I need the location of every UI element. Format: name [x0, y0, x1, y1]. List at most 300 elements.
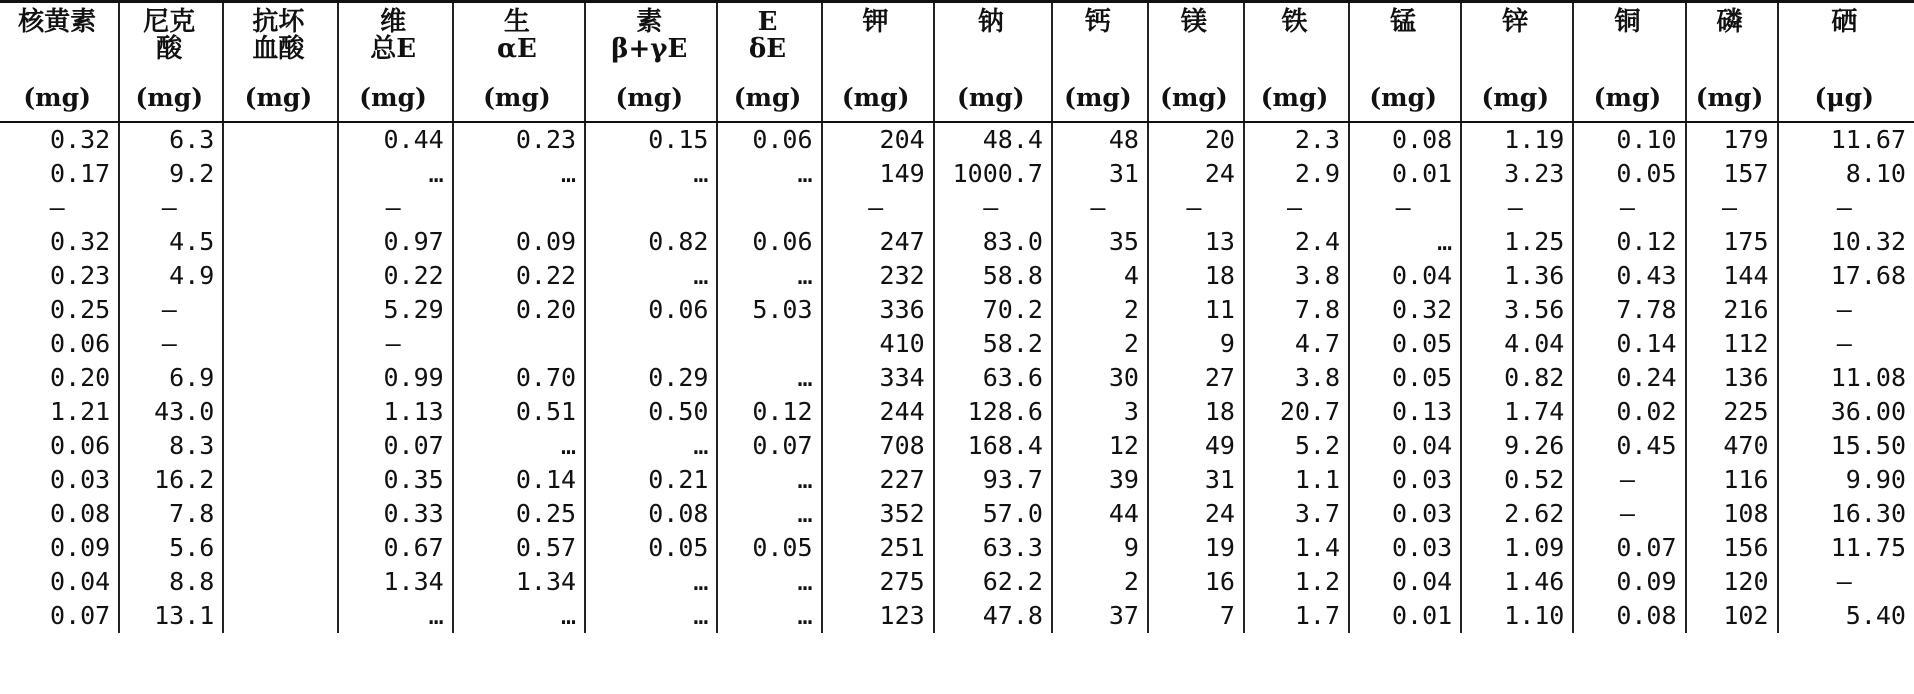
table-cell: 0.25 [0, 293, 119, 327]
column-header-name: 抗坏 血酸 [223, 2, 337, 74]
table-cell: 216 [1686, 293, 1778, 327]
table-cell: 2.62 [1461, 497, 1573, 531]
table-cell: 0.08 [1349, 122, 1461, 157]
column-header-name: 铁 [1244, 2, 1349, 74]
table-cell: 2 [1052, 327, 1148, 361]
table-cell: 3.56 [1461, 293, 1573, 327]
table-cell: 0.52 [1461, 463, 1573, 497]
table-cell: 12 [1052, 429, 1148, 463]
table-cell: 136 [1686, 361, 1778, 395]
column-header-unit: (mg) [1148, 74, 1244, 122]
table-cell: 0.05 [585, 531, 717, 565]
table-cell: 123 [822, 599, 934, 633]
table-cell [223, 599, 337, 633]
table-cell: 37 [1052, 599, 1148, 633]
table-cell: 0.09 [1573, 565, 1685, 599]
table-cell: — [822, 191, 934, 225]
table-cell: 5.03 [717, 293, 821, 327]
table-cell: 156 [1686, 531, 1778, 565]
table-cell: 2.4 [1244, 225, 1349, 259]
table-cell: — [1836, 192, 1852, 222]
table-cell: 4.7 [1244, 327, 1349, 361]
table-cell: 17.68 [1830, 260, 1906, 290]
table-cell: 0.21 [585, 463, 717, 497]
table-cell: 35 [1052, 225, 1148, 259]
table-cell: 0.32 [0, 122, 119, 157]
column-header-unit: (mg) [0, 74, 119, 122]
table-cell: 11 [1148, 293, 1244, 327]
table-cell: — [1148, 191, 1244, 225]
table-cell: — [1349, 191, 1461, 225]
table-cell: 225 [1686, 395, 1778, 429]
table-cell: 4.04 [1461, 327, 1573, 361]
table-cell: 0.67 [338, 531, 453, 565]
table-cell: 6.9 [119, 361, 223, 395]
table-cell: … [717, 463, 821, 497]
table-cell: 0.01 [1349, 599, 1461, 633]
table-cell: … [338, 599, 453, 633]
table-cell: 1.21 [0, 395, 119, 429]
table-cell: … [717, 497, 821, 531]
column-header-unit: (mg) [1244, 74, 1349, 122]
table-cell [585, 191, 717, 225]
table-cell: 0.32 [1349, 293, 1461, 327]
table-cell: 83.0 [934, 225, 1052, 259]
table-cell: — [1836, 328, 1852, 358]
table-cell [223, 122, 337, 157]
table-cell: 0.20 [0, 361, 119, 395]
table-cell: 1.34 [453, 565, 585, 599]
table-cell: 0.13 [1349, 395, 1461, 429]
table-cell: 0.35 [338, 463, 453, 497]
table-cell: 244 [822, 395, 934, 429]
table-cell: 0.03 [0, 463, 119, 497]
table-cell: 0.07 [0, 599, 119, 633]
table-cell: … [717, 361, 821, 395]
table-cell: 10.32 [1830, 226, 1906, 256]
table-row [0, 259, 1914, 293]
table-cell: 16.2 [119, 463, 223, 497]
table-cell: 16 [1148, 565, 1244, 599]
column-header-name: 维 总E [338, 2, 453, 74]
column-header-name: 硒 [1778, 2, 1914, 74]
column-header-name: 钙 [1052, 2, 1148, 74]
table-cell [223, 395, 337, 429]
table-cell: 0.22 [338, 259, 453, 293]
table-cell: 0.14 [1573, 327, 1685, 361]
column-header-unit: (mg) [1461, 74, 1573, 122]
table-cell: 1.34 [338, 565, 453, 599]
table-row [0, 531, 1914, 565]
table-cell: 57.0 [934, 497, 1052, 531]
table-cell: 4 [1052, 259, 1148, 293]
table-cell: 3.8 [1244, 259, 1349, 293]
table-cell: 7.8 [119, 497, 223, 531]
table-cell: 0.02 [1573, 395, 1685, 429]
table-cell: 24 [1148, 497, 1244, 531]
table-cell: 0.09 [0, 531, 119, 565]
table-cell: 8.3 [119, 429, 223, 463]
column-header-name: 铜 [1573, 2, 1685, 74]
table-cell [585, 327, 717, 361]
table-cell: — [1573, 463, 1685, 497]
column-header-unit: (μg) [1778, 74, 1914, 122]
table-row [0, 463, 1914, 497]
table-cell: 3.8 [1244, 361, 1349, 395]
table-cell: 204 [822, 122, 934, 157]
table-cell [453, 191, 585, 225]
table-cell: 102 [1686, 599, 1778, 633]
table-row [0, 395, 1914, 429]
table-cell: 0.05 [1349, 327, 1461, 361]
table-cell: 13.1 [119, 599, 223, 633]
table-cell [223, 293, 337, 327]
column-header-unit: (mg) [1573, 74, 1685, 122]
table-cell: … [453, 429, 585, 463]
table-cell: 3 [1052, 395, 1148, 429]
table-cell: — [0, 191, 119, 225]
table-cell: 30 [1052, 361, 1148, 395]
table-cell [223, 497, 337, 531]
table-cell: 144 [1686, 259, 1778, 293]
table-cell: 31 [1148, 463, 1244, 497]
table-cell: … [453, 157, 585, 191]
column-header-name: E δE [717, 2, 821, 74]
table-cell: 9.90 [1845, 464, 1906, 494]
table-cell: 6.3 [119, 122, 223, 157]
table-cell: 0.82 [1461, 361, 1573, 395]
table-cell: — [1836, 566, 1852, 596]
table-cell: 63.6 [934, 361, 1052, 395]
table-cell: 0.70 [453, 361, 585, 395]
table-cell: 0.12 [1573, 225, 1685, 259]
header-unit-row [0, 74, 1914, 122]
table-row [0, 361, 1914, 395]
table-cell: 1.19 [1461, 122, 1573, 157]
column-header-name: 锰 [1349, 2, 1461, 74]
table-cell: … [585, 565, 717, 599]
table-cell [223, 259, 337, 293]
table-cell: 0.99 [338, 361, 453, 395]
table-cell: 0.03 [1349, 463, 1461, 497]
table-row [0, 327, 1914, 361]
table-cell: 58.8 [934, 259, 1052, 293]
table-row [0, 565, 1914, 599]
table-row [0, 599, 1914, 633]
table-cell [453, 327, 585, 361]
table-cell: … [585, 429, 717, 463]
table-cell: 5.6 [119, 531, 223, 565]
table-cell: — [1052, 191, 1148, 225]
table-cell: 0.57 [453, 531, 585, 565]
column-header-unit: (mg) [1349, 74, 1461, 122]
table-cell: 9 [1148, 327, 1244, 361]
column-header-name: 生 αE [453, 2, 585, 74]
table-cell: … [585, 157, 717, 191]
column-header-unit: (mg) [453, 74, 585, 122]
table-cell: 0.03 [1349, 497, 1461, 531]
table-cell: 336 [822, 293, 934, 327]
table-cell: 7.78 [1573, 293, 1685, 327]
column-header-name: 尼克 酸 [119, 2, 223, 74]
table-row [0, 122, 1914, 157]
table-cell: 9.2 [119, 157, 223, 191]
table-cell: 0.08 [1573, 599, 1685, 633]
table-cell: 0.06 [717, 225, 821, 259]
table-cell: 175 [1686, 225, 1778, 259]
table-cell: 4.5 [119, 225, 223, 259]
table-cell: 0.15 [585, 122, 717, 157]
table-cell: 49 [1148, 429, 1244, 463]
table-cell: 16.30 [1830, 498, 1906, 528]
table-cell: 0.17 [0, 157, 119, 191]
table-cell: 1.36 [1461, 259, 1573, 293]
table-cell: 1000.7 [934, 157, 1052, 191]
column-header-unit: (mg) [119, 74, 223, 122]
table-cell: 116 [1686, 463, 1778, 497]
table-cell: 19 [1148, 531, 1244, 565]
table-cell: 227 [822, 463, 934, 497]
table-cell: 2 [1052, 565, 1148, 599]
column-header-unit: (mg) [223, 74, 337, 122]
header-name-row [0, 2, 1914, 74]
table-cell: 4.9 [119, 259, 223, 293]
table-cell: 3.7 [1244, 497, 1349, 531]
table-cell: 0.25 [453, 497, 585, 531]
table-cell: 0.14 [453, 463, 585, 497]
column-header-unit: (mg) [934, 74, 1052, 122]
table-row [0, 497, 1914, 531]
table-cell: 0.05 [1573, 157, 1685, 191]
table-cell: 0.45 [1573, 429, 1685, 463]
table-cell: 8.10 [1845, 158, 1906, 188]
table-cell: 157 [1686, 157, 1778, 191]
table-cell: 0.09 [453, 225, 585, 259]
table-cell: 31 [1052, 157, 1148, 191]
table-cell: 1.46 [1461, 565, 1573, 599]
table-cell: 1.09 [1461, 531, 1573, 565]
column-header-name: 素 β+γE [585, 2, 717, 74]
table-cell: 0.06 [585, 293, 717, 327]
table-cell: 0.07 [1573, 531, 1685, 565]
table-cell: — [1244, 191, 1349, 225]
table-cell: 0.22 [453, 259, 585, 293]
table-cell: 0.06 [0, 429, 119, 463]
column-header-name: 核黄素 [0, 2, 119, 74]
table-cell: — [1686, 191, 1778, 225]
column-header-name: 镁 [1148, 2, 1244, 74]
table-cell: 2.9 [1244, 157, 1349, 191]
table-cell: 47.8 [934, 599, 1052, 633]
table-cell: 5.2 [1244, 429, 1349, 463]
table-cell: 0.51 [453, 395, 585, 429]
table-cell: 1.25 [1461, 225, 1573, 259]
table-cell: 251 [822, 531, 934, 565]
table-cell: 11.75 [1830, 532, 1906, 562]
table-cell: 1.4 [1244, 531, 1349, 565]
table-cell: … [1349, 225, 1461, 259]
table-cell: 0.04 [1349, 429, 1461, 463]
table-cell: 0.44 [338, 122, 453, 157]
table-cell: … [717, 259, 821, 293]
table-cell: 0.32 [0, 225, 119, 259]
table-row [0, 191, 1914, 225]
table-cell: 1.7 [1244, 599, 1349, 633]
column-header-name: 磷 [1686, 2, 1778, 74]
table-cell: — [1573, 191, 1685, 225]
table-cell: 39 [1052, 463, 1148, 497]
table-cell: 112 [1686, 327, 1778, 361]
table-cell: 120 [1686, 565, 1778, 599]
table-cell: — [1461, 191, 1573, 225]
table-cell [223, 157, 337, 191]
table-cell: 0.04 [0, 565, 119, 599]
table-cell: 0.50 [585, 395, 717, 429]
table-cell: — [119, 191, 223, 225]
table-cell [223, 429, 337, 463]
table-cell: 43.0 [119, 395, 223, 429]
table-cell: … [717, 599, 821, 633]
table-cell: … [717, 565, 821, 599]
table-cell: 9.26 [1461, 429, 1573, 463]
table-cell: 2.3 [1244, 122, 1349, 157]
table-cell [717, 327, 821, 361]
table-cell: 11.67 [1830, 124, 1906, 154]
table-cell: 20 [1148, 122, 1244, 157]
table-cell [223, 463, 337, 497]
table-cell: 0.07 [338, 429, 453, 463]
table-body [0, 122, 1914, 633]
table-cell: 18 [1148, 259, 1244, 293]
table-cell [717, 191, 821, 225]
table-cell: … [585, 599, 717, 633]
column-header-unit: (mg) [585, 74, 717, 122]
table-cell: 168.4 [934, 429, 1052, 463]
table-cell: 0.43 [1573, 259, 1685, 293]
table-cell [223, 361, 337, 395]
table-cell: 1.2 [1244, 565, 1349, 599]
table-cell: 0.23 [453, 122, 585, 157]
table-row [0, 225, 1914, 259]
table-cell: 128.6 [934, 395, 1052, 429]
table-cell: 8.8 [119, 565, 223, 599]
table-row [0, 429, 1914, 463]
table-cell: 63.3 [934, 531, 1052, 565]
table-cell: 0.24 [1573, 361, 1685, 395]
table-cell: 62.2 [934, 565, 1052, 599]
table-cell [223, 327, 337, 361]
table-cell [223, 531, 337, 565]
table-cell: 18 [1148, 395, 1244, 429]
table-cell: 179 [1686, 122, 1778, 157]
column-header-unit: (mg) [1052, 74, 1148, 122]
table-cell: 0.01 [1349, 157, 1461, 191]
table-cell: 247 [822, 225, 934, 259]
table-cell: 470 [1686, 429, 1778, 463]
table-cell: 0.06 [0, 327, 119, 361]
table-cell: 0.29 [585, 361, 717, 395]
table-cell: 7 [1148, 599, 1244, 633]
table-cell: 48.4 [934, 122, 1052, 157]
table-cell: … [717, 157, 821, 191]
table-cell: 13 [1148, 225, 1244, 259]
table-cell: 0.05 [1349, 361, 1461, 395]
table-cell: 0.08 [0, 497, 119, 531]
table-cell: 232 [822, 259, 934, 293]
table-cell: 5.40 [1845, 600, 1906, 630]
table-cell: 7.8 [1244, 293, 1349, 327]
table-cell: 2 [1052, 293, 1148, 327]
table-cell: … [453, 599, 585, 633]
table-cell: 0.82 [585, 225, 717, 259]
table-cell: 708 [822, 429, 934, 463]
table-cell [223, 565, 337, 599]
column-header-unit: (mg) [717, 74, 821, 122]
table-cell: 0.03 [1349, 531, 1461, 565]
table-row [0, 293, 1914, 327]
table-cell: 44 [1052, 497, 1148, 531]
table-cell: … [585, 259, 717, 293]
table-cell: … [338, 157, 453, 191]
table-cell: — [1573, 497, 1685, 531]
column-header-unit: (mg) [338, 74, 453, 122]
table-row [0, 157, 1914, 191]
table-cell: 0.12 [717, 395, 821, 429]
table-cell: 334 [822, 361, 934, 395]
table-cell: 275 [822, 565, 934, 599]
table-cell: 0.97 [338, 225, 453, 259]
table-cell: 1.74 [1461, 395, 1573, 429]
table-cell: 352 [822, 497, 934, 531]
table-cell: 0.20 [453, 293, 585, 327]
table-cell: 3.23 [1461, 157, 1573, 191]
table-cell: 48 [1052, 122, 1148, 157]
table-cell: 108 [1686, 497, 1778, 531]
table-cell: 0.04 [1349, 565, 1461, 599]
table-header [0, 2, 1914, 122]
table-cell: 93.7 [934, 463, 1052, 497]
table-cell: 1.10 [1461, 599, 1573, 633]
table-cell: — [338, 191, 453, 225]
table-cell: 11.08 [1830, 362, 1906, 392]
table-cell: 0.04 [1349, 259, 1461, 293]
table-cell: 0.06 [717, 122, 821, 157]
table-cell: 149 [822, 157, 934, 191]
column-header-name: 锌 [1461, 2, 1573, 74]
table-cell: 0.33 [338, 497, 453, 531]
table-cell: 58.2 [934, 327, 1052, 361]
table-cell: 27 [1148, 361, 1244, 395]
table-cell: 0.23 [0, 259, 119, 293]
table-cell: 36.00 [1830, 396, 1906, 426]
table-cell: 5.29 [338, 293, 453, 327]
column-header-name: 钾 [822, 2, 934, 74]
table-cell: 9 [1052, 531, 1148, 565]
table-cell: 24 [1148, 157, 1244, 191]
table-cell: 1.1 [1244, 463, 1349, 497]
table-cell: 0.10 [1573, 122, 1685, 157]
table-cell: 0.07 [717, 429, 821, 463]
table-cell: 15.50 [1830, 430, 1906, 460]
table-cell: 70.2 [934, 293, 1052, 327]
column-header-name: 钠 [934, 2, 1052, 74]
table-cell: 1.13 [338, 395, 453, 429]
table-cell: 0.05 [717, 531, 821, 565]
table-cell: — [934, 191, 1052, 225]
table-cell: — [338, 327, 453, 361]
table-cell [223, 191, 337, 225]
column-header-unit: (mg) [822, 74, 934, 122]
